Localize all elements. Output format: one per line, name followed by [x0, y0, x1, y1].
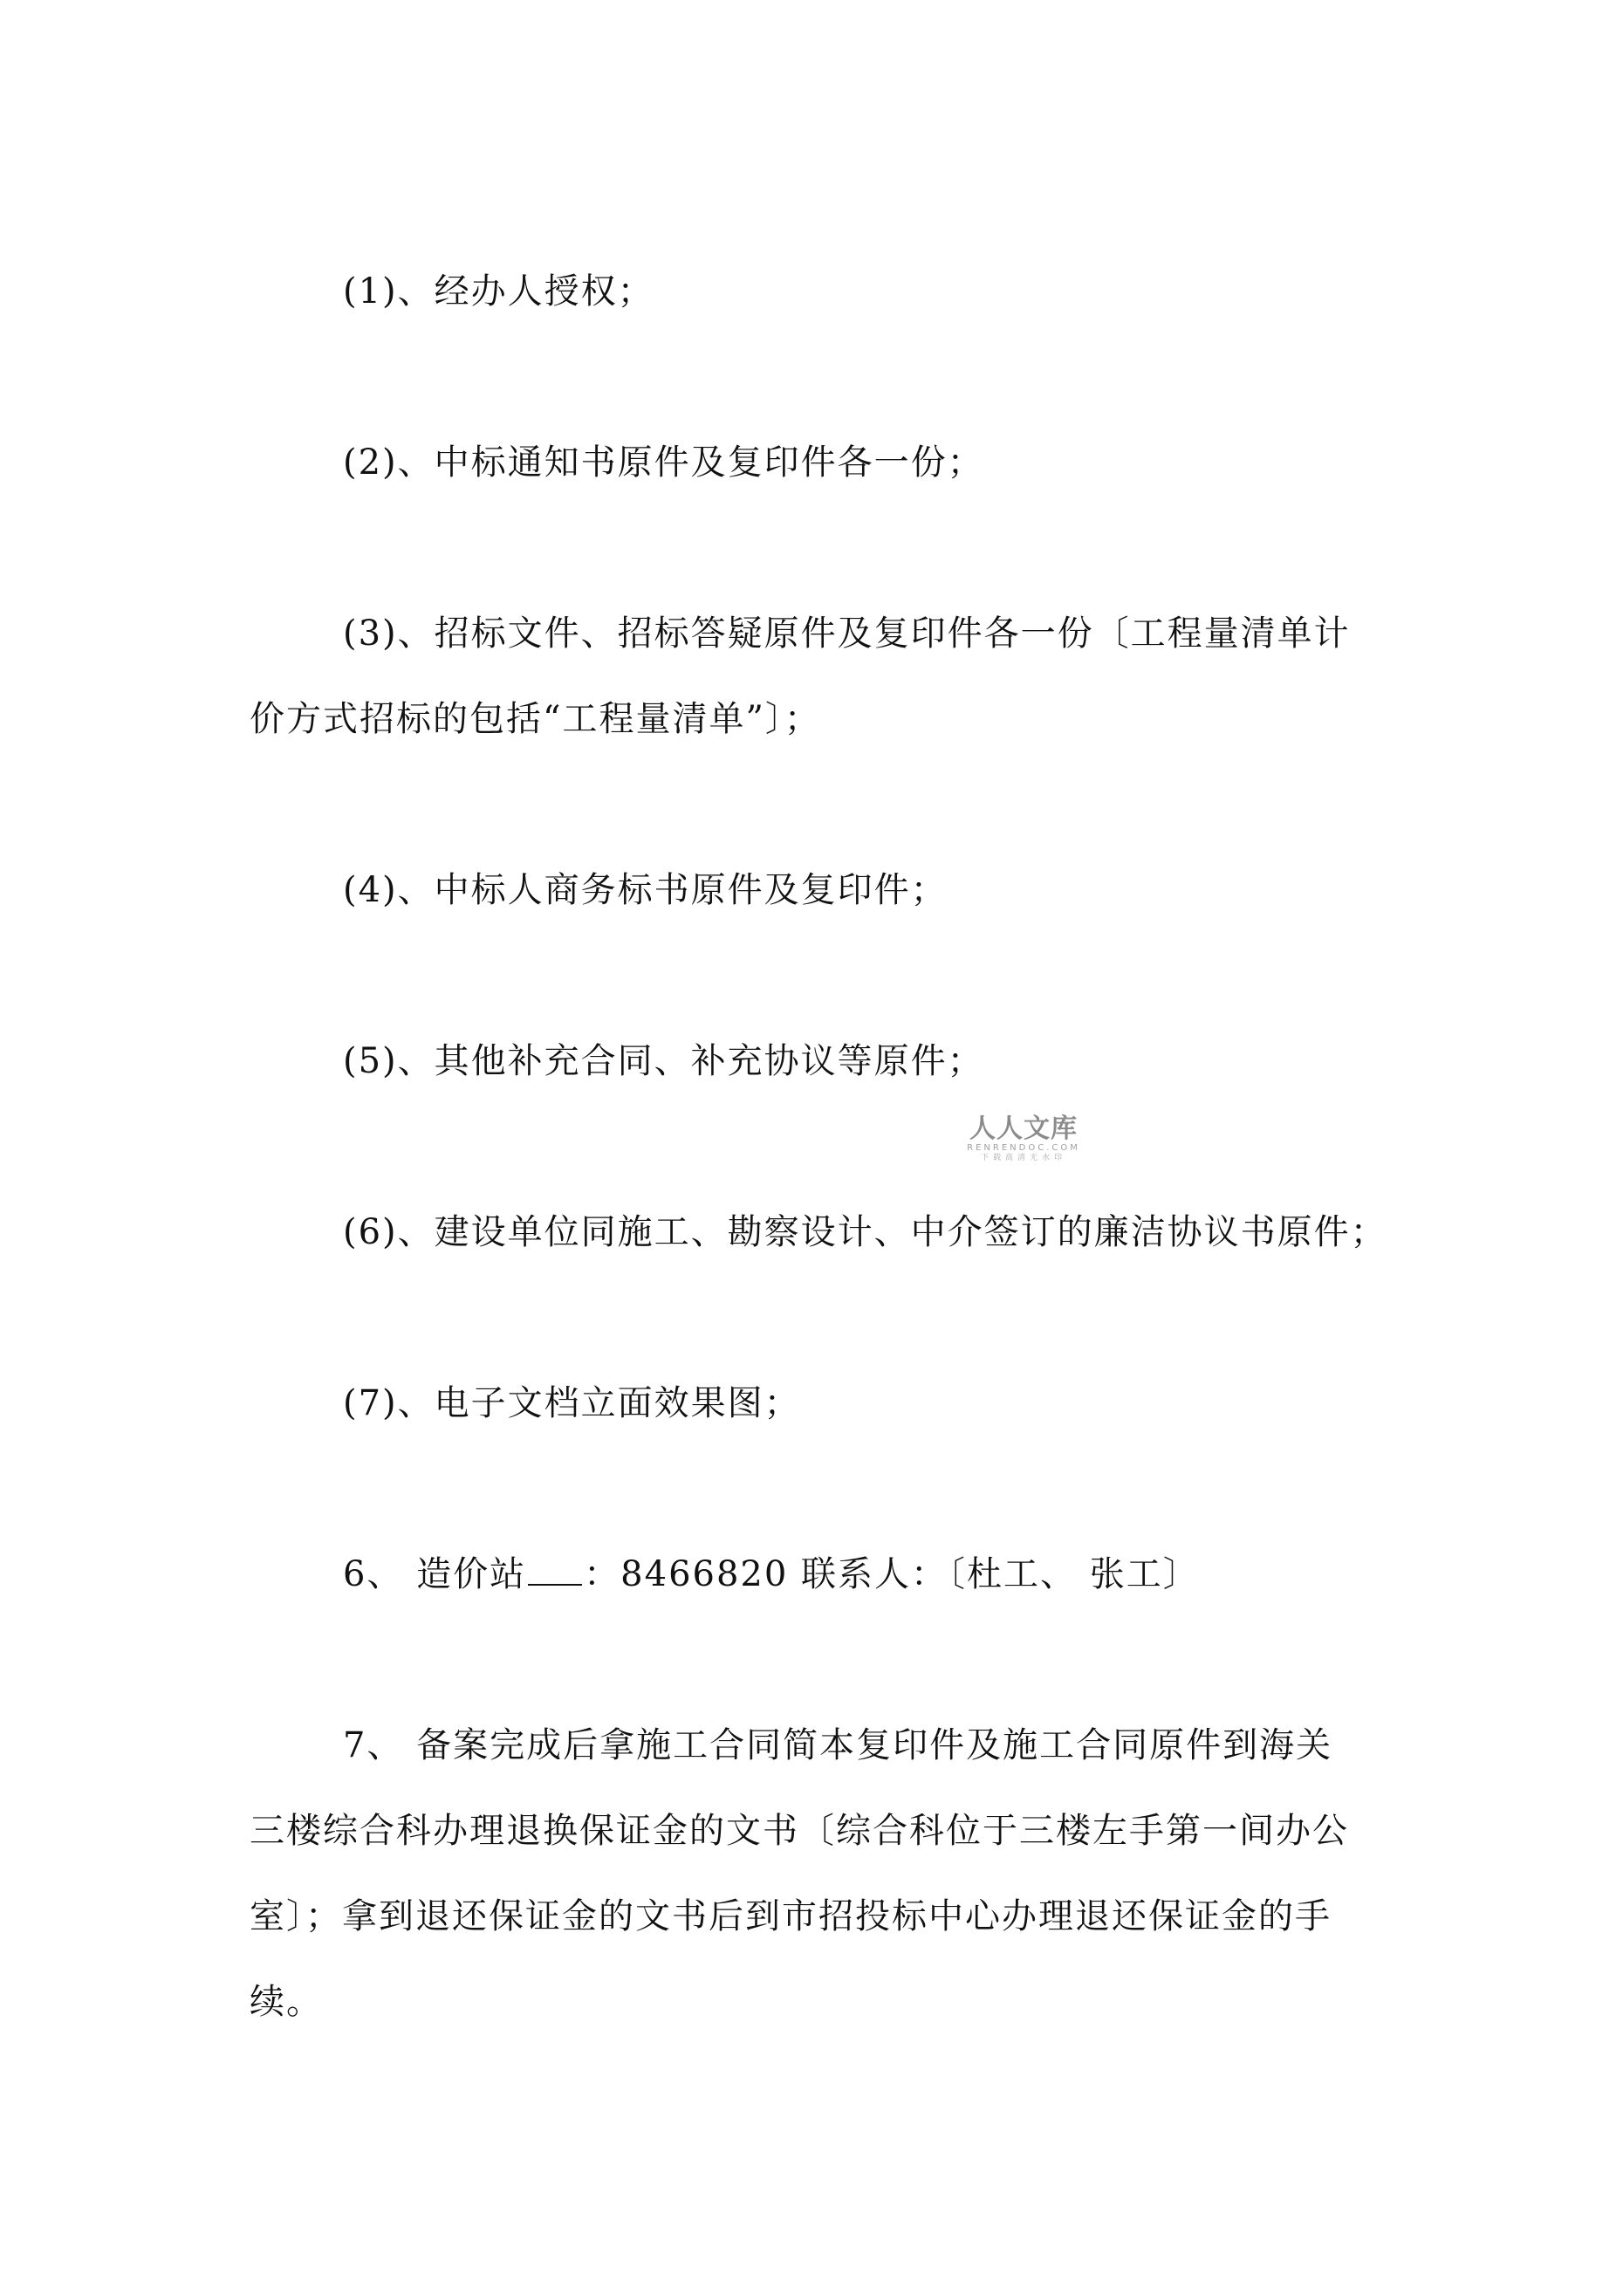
item-6-detail: (6)、建设单位同施工、勘察设计、中介签订的廉洁协议书原件； [343, 1212, 1387, 1252]
section-6-suffix: ：8466820 联系人：〔杜工、 张工〕 [584, 1554, 1200, 1594]
item-5: (5)、其他补充合同、补充协议等原件； [343, 1041, 984, 1081]
watermark-logo [962, 1115, 1085, 1163]
section-7-line-3: 室〕；拿到退还保证金的文书后到市招投标中心办理退还保证金的手 [250, 1896, 1332, 1936]
section-6 [343, 1552, 1200, 1597]
item-3-line-2: 价方式招标的包括“工程量清单”〕； [250, 699, 821, 739]
section-7-line-2: 三楼综合科办理退换保证金的文书〔综合科位于三楼左手第一间办公 [250, 1811, 1349, 1851]
item-4: (4)、中标人商务标书原件及复印件； [343, 870, 948, 910]
item-3-line-1: (3)、招标文件、招标答疑原件及复印件各一份〔工程量清单计 [343, 613, 1351, 654]
watermark-main: 人人文库 [969, 1114, 1078, 1144]
blank-underline [528, 1556, 582, 1586]
item-7-detail: (7)、电子文档立面效果图； [343, 1383, 801, 1423]
watermark-sub: RENRENDOC.COM [967, 1143, 1080, 1153]
section-7-line-1: 7、 备案完成后拿施工合同简本复印件及施工合同原件到海关 [343, 1725, 1333, 1765]
item-2: (2)、中标通知书原件及复印件各一份； [343, 442, 984, 483]
watermark-sub2: 下载高清无水印 [980, 1154, 1066, 1162]
section-6-prefix: 6、 造价站 [343, 1554, 527, 1594]
section-7-line-4: 续。 [250, 1982, 323, 2022]
item-1: (1)、经办人授权； [343, 271, 654, 312]
